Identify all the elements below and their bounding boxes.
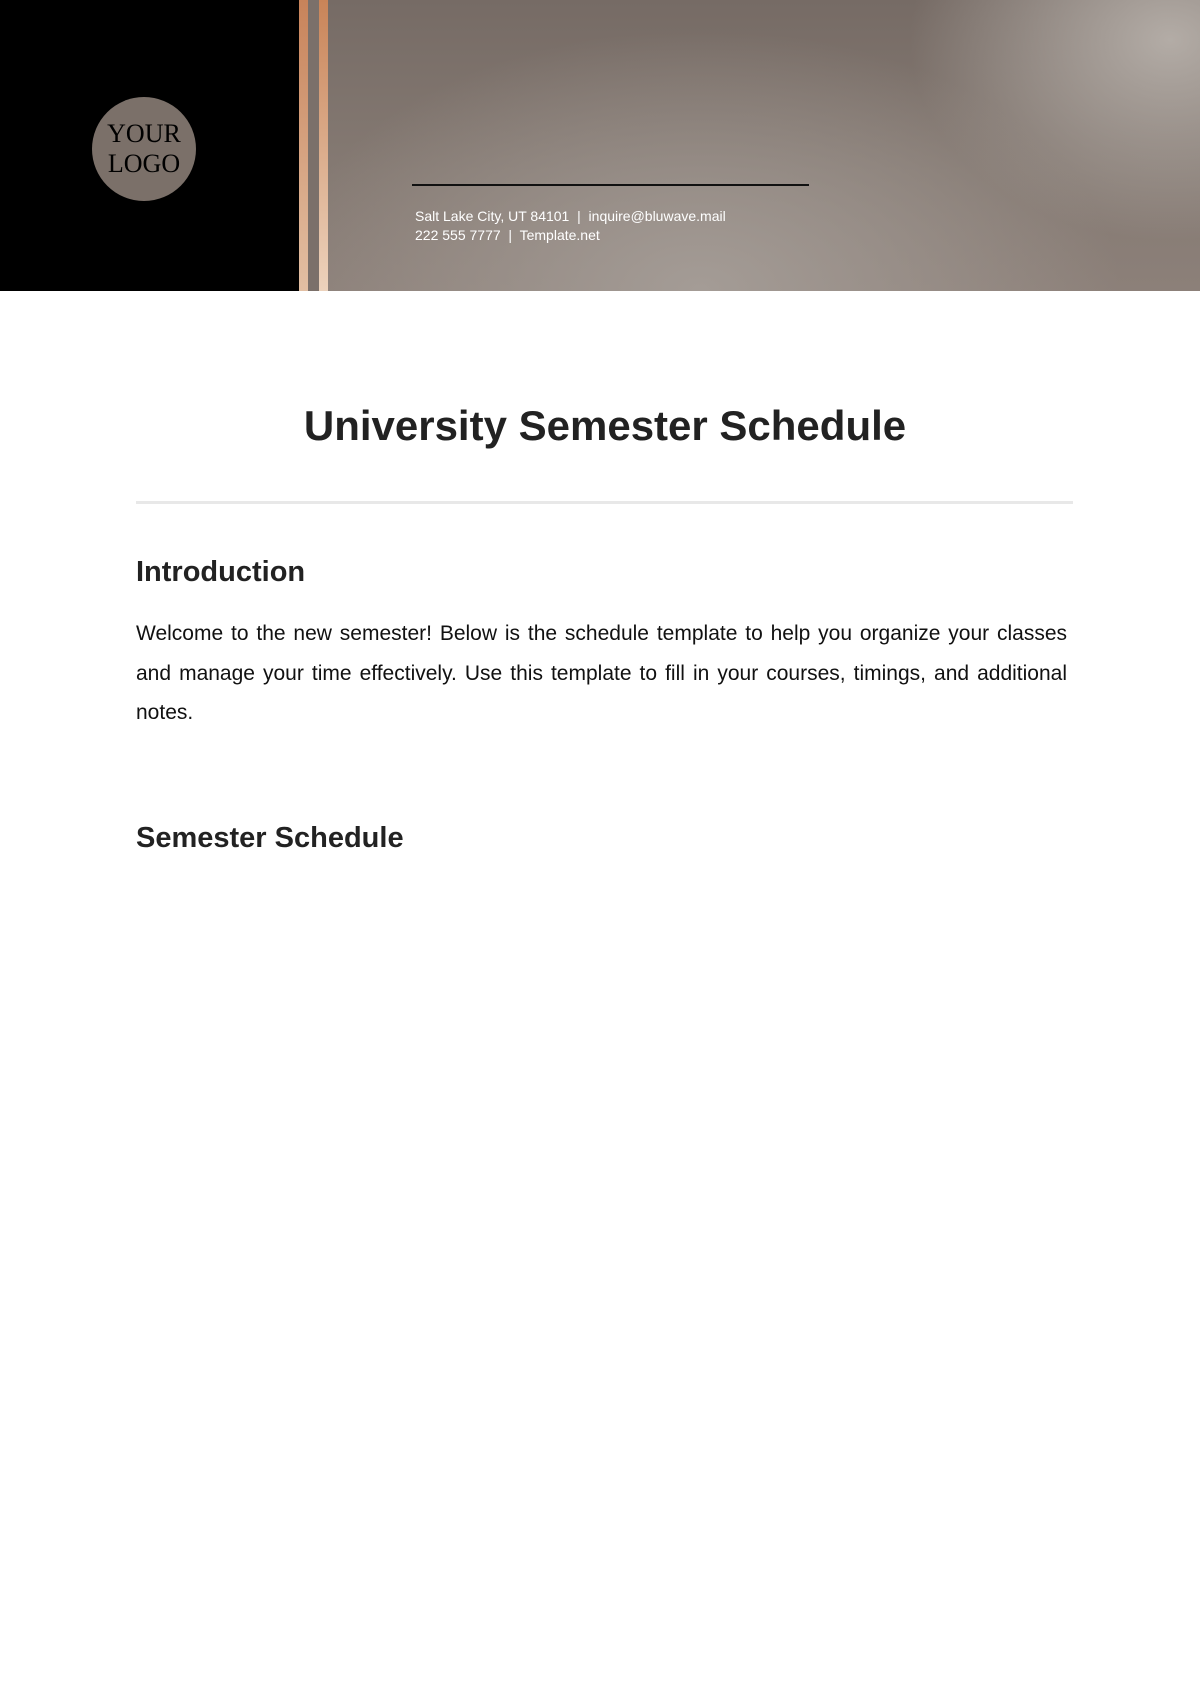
letterhead-banner [0,0,1200,291]
accent-stripe [299,0,308,291]
company-logo [92,97,196,201]
phone: 222 555 7777 [415,227,501,243]
website: Template.net [519,227,600,243]
stripe-gap [308,0,319,291]
introduction-text: Welcome to the new semester! Below is the schedule template to help you organize your classes and manage your time effectively. Use this template to fill in your courses, timings, and additional notes. [136,622,1067,724]
page-title: University Semester Schedule [303,402,907,449]
email: inquire@bluwave.mail [588,208,726,224]
section-heading-semester-schedule: Semester Schedule [136,822,404,854]
logo-text: YOUR [107,119,181,148]
title-divider [136,501,1073,504]
address: Salt Lake City, UT 84101 [415,208,570,224]
separator: | [508,227,513,243]
section-heading-introduction: Introduction [136,556,306,588]
logo-text: LOGO [107,149,181,178]
header-rule [412,184,809,186]
contact-info [415,207,726,245]
accent-stripe [319,0,328,291]
separator: | [577,208,581,224]
